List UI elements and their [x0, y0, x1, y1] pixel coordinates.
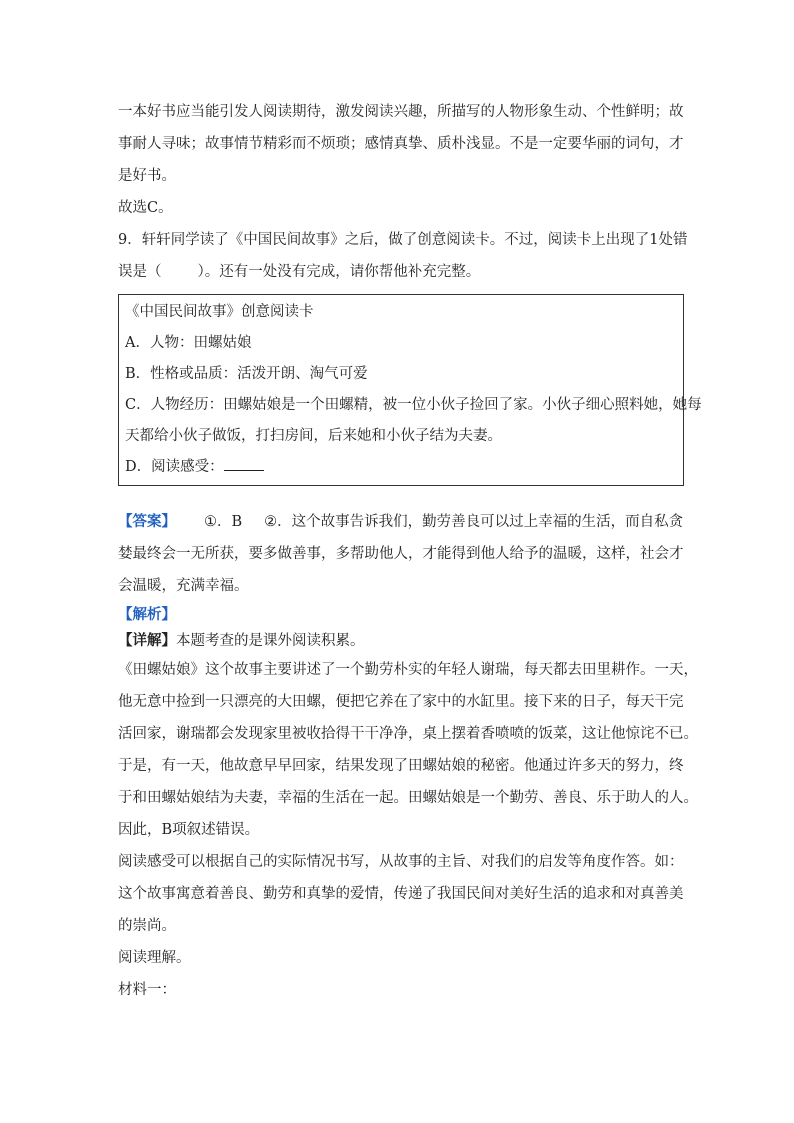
intro-line-2: 事耐人寻味；故事情节精彩而不烦琐；感情真挚、质朴浅显。不是一定要华丽的词句，才 — [118, 136, 684, 152]
analysis-line-1: 《田螺姑娘》这个故事主要讲述了一个勤劳朴实的年轻人谢瑞，每天都去田里耕作。一天， — [118, 662, 698, 678]
answer-part-2: ②．这个故事告诉我们，勤劳善良可以过上幸福的生活，而自私贪 — [264, 514, 684, 530]
fill-in-underline — [224, 456, 264, 471]
question-line-2-after: ）。还有一处没有完成，请你帮他补充完整。 — [197, 264, 481, 280]
document-page — [118, 96, 702, 1006]
analysis-line-2: 他无意中捡到一只漂亮的大田螺，便把它养在了家中的水缸里。接下来的日子，每天干完 — [118, 694, 684, 710]
question-line-2-before: 误是（ — [118, 264, 162, 280]
analysis-line-10: 阅读理解。 — [118, 950, 191, 966]
question-line-1: 9．轩轩同学读了《中国民间故事》之后，做了创意阅读卡。不过，阅读卡上出现了1处错 — [118, 232, 688, 248]
intro-line-1: 一本好书应当能引发人阅读期待，激发阅读兴趣，所描写的人物形象生动、个性鲜明；故 — [118, 104, 684, 120]
card-item-a: A．人物：田螺姑娘 — [125, 335, 252, 351]
reading-card — [118, 294, 702, 486]
card-item-d-label: D．阅读感受： — [125, 459, 224, 475]
analysis-line-4: 于是，有一天，他故意早早回家，结果发现了田螺姑娘的秘密。他通过许多天的努力，终 — [118, 758, 684, 774]
analysis-line-9: 的崇尚。 — [118, 918, 176, 934]
card-item-b: B．性格或品质：活泼开朗、淘气可爱 — [125, 366, 368, 382]
analysis-tag: 【解析】 — [118, 606, 176, 623]
detail-text: 本题考查的是课外阅读积累。 — [176, 633, 365, 649]
answer-line-2: 婪最终会一无所获，要多做善事，多帮助他人，才能得到他人给予的温暖，这样，社会才 — [118, 546, 684, 562]
detail-tag: 【详解】 — [118, 632, 176, 649]
detail-line — [118, 628, 684, 654]
answer-line-3: 会温暖，充满幸福。 — [118, 578, 249, 594]
answer-tag: 【答案】 — [118, 513, 176, 530]
analysis-line-7: 阅读感受可以根据自己的实际情况书写，从故事的主旨、对我们的启发等角度作答。如： — [118, 854, 684, 870]
intro-line-4: 故选C。 — [118, 200, 173, 216]
analysis-line-11: 材料一： — [118, 982, 176, 998]
analysis-line-8: 这个故事寓意着善良、勤劳和真挚的爱情，传递了我国民间对美好生活的追求和对真善美 — [118, 886, 684, 902]
card-title: 《中国民间故事》创意阅读卡 — [125, 304, 314, 320]
analysis-line-6: 因此，B项叙述错误。 — [118, 822, 260, 838]
card-item-d — [125, 452, 683, 483]
intro-line-3: 是好书。 — [118, 168, 176, 184]
answer-line-1 — [118, 506, 684, 538]
analysis-heading — [118, 602, 684, 628]
question-line-2 — [118, 256, 684, 288]
answer-part-1: ①．B — [204, 514, 243, 530]
card-item-c-line-2: 天都给小伙子做饭，打扫房间，后来她和小伙子结为夫妻。 — [125, 428, 502, 444]
analysis-line-3: 活回家，谢瑞都会发现家里被收拾得干干净净，桌上摆着香喷喷的饭菜，这让他惊诧不已。 — [118, 726, 698, 742]
analysis-line-5: 于和田螺姑娘结为夫妻，幸福的生活在一起。田螺姑娘是一个勤劳、善良、乐于助人的人。 — [118, 790, 698, 806]
card-item-c-line-1: C．人物经历：田螺姑娘是一个田螺精，被一位小伙子捡回了家。小伙子细心照料她，她每 — [125, 397, 702, 413]
